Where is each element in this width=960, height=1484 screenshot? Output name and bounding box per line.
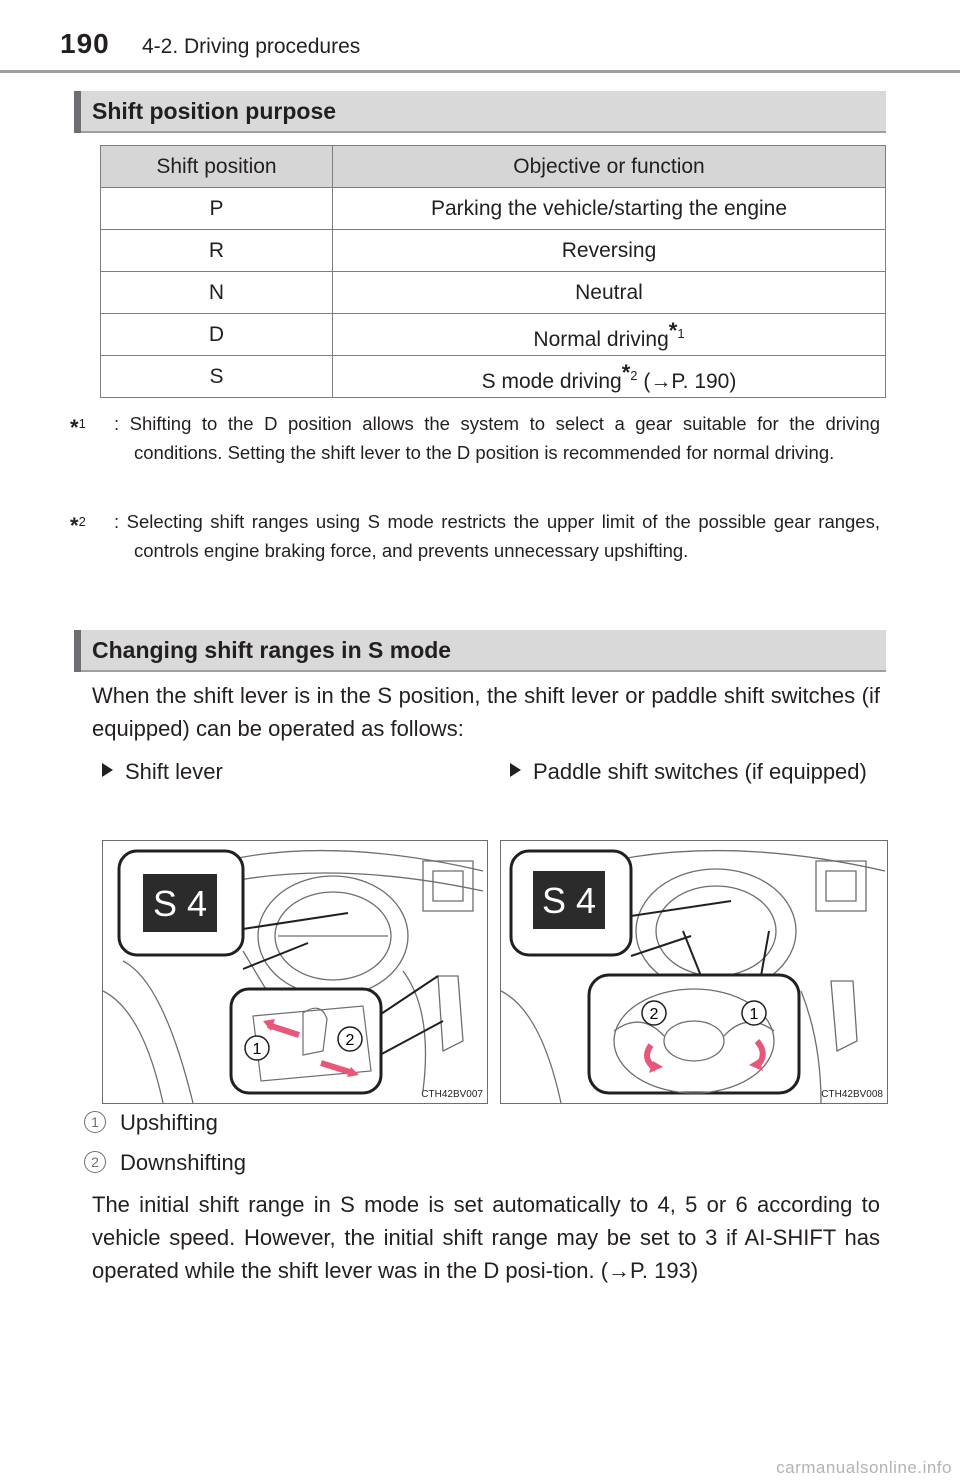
shift-position-cell: N xyxy=(101,272,333,314)
table-header-cell: Shift position xyxy=(101,146,333,188)
callout-1: 1 xyxy=(749,1006,759,1023)
footnote-number: 2 xyxy=(78,514,86,529)
shift-position-cell: P xyxy=(101,188,333,230)
footnote-2 xyxy=(70,507,880,565)
figure-code: CTH42BV008 xyxy=(821,1089,883,1100)
closing-paragraph xyxy=(92,1188,880,1287)
page-reference-link[interactable]: P. 193) xyxy=(630,1258,699,1283)
function-cell xyxy=(333,314,886,356)
page-reference-link[interactable]: P. 190) xyxy=(671,369,737,393)
function-cell: Reversing xyxy=(333,230,886,272)
display-readout: S 4 xyxy=(541,880,597,921)
intro-paragraph: When the shift lever is in the S position, the shift lever or paddle shift switches (if equipped) can be operated as follows: xyxy=(92,683,880,741)
step-downshifting xyxy=(84,1148,246,1178)
banner-accent xyxy=(74,630,81,672)
closing-text: The initial shift range in S mode is set automatically to 4, 5 or 6 according to vehicle speed. However, the initial shift range may be set to 3 if AI-SHIFT has operated while the shift lever was in the D posi-tion. ( xyxy=(92,1192,880,1283)
triangle-bullet-icon xyxy=(102,763,113,777)
arrow-right-icon: → xyxy=(650,369,672,393)
footnote-number: 2 xyxy=(630,367,638,383)
table-header-row xyxy=(101,146,886,188)
figure-code: CTH42BV007 xyxy=(421,1089,483,1100)
shift-position-cell: D xyxy=(101,314,333,356)
callout-2: 2 xyxy=(345,1032,355,1049)
table-row xyxy=(101,314,886,356)
footnote-1 xyxy=(70,409,880,467)
shift-position-table xyxy=(100,145,886,398)
table-row xyxy=(101,356,886,398)
section-banner-shift-position xyxy=(74,91,886,133)
callout-2: 2 xyxy=(649,1006,659,1023)
step-label: Downshifting xyxy=(120,1150,246,1175)
shift-position-cell: R xyxy=(101,230,333,272)
subheading-shift-lever xyxy=(102,755,462,788)
page-header xyxy=(0,0,960,78)
function-cell xyxy=(333,356,886,398)
function-text: Normal driving xyxy=(533,327,669,351)
footnote-number: 1 xyxy=(78,416,86,431)
paddle-shift-illustration xyxy=(501,841,887,1103)
banner-accent xyxy=(74,91,81,133)
subheading-paddle-shift xyxy=(510,755,880,788)
arrow-right-icon: → xyxy=(608,1258,631,1283)
figure-shift-lever xyxy=(102,840,488,1104)
function-cell: Parking the vehicle/starting the engine xyxy=(333,188,886,230)
step-upshifting xyxy=(84,1108,218,1138)
callout-1: 1 xyxy=(252,1041,262,1058)
footnote-ref: *1 xyxy=(668,317,685,343)
footnote-ref: *2 xyxy=(621,359,638,385)
function-cell: Neutral xyxy=(333,272,886,314)
step-number: 2 xyxy=(84,1151,106,1173)
step-number: 1 xyxy=(84,1111,106,1133)
header-rule xyxy=(0,70,960,73)
ref-open: ( xyxy=(637,369,651,393)
table-header-cell: Objective or function xyxy=(333,146,886,188)
watermark: carmanualsonline.info xyxy=(776,1458,952,1477)
banner-title: Shift position purpose xyxy=(92,98,337,124)
banner-title: Changing shift ranges in S mode xyxy=(92,637,452,663)
step-label: Upshifting xyxy=(120,1110,218,1135)
footnote-text: : Selecting shift ranges using S mode restricts the upper limit of the possible gear ranges, controls engine braking force, and prevents unnecessary upshifting. xyxy=(114,511,880,561)
table-row xyxy=(101,188,886,230)
subheading-text: Paddle shift switches (if equipped) xyxy=(533,759,867,784)
table-row xyxy=(101,230,886,272)
display-readout: S 4 xyxy=(152,883,208,924)
footnote-marker: *$^2$ xyxy=(70,513,86,539)
section-banner-s-mode xyxy=(74,630,886,672)
shift-position-cell: S xyxy=(101,356,333,398)
footnote-marker: *$^1$ xyxy=(70,415,86,441)
footnote-text: : Shifting to the D position allows the system to select a gear suitable for the driving conditions. Setting the shift lever to the D position is recommended for normal driving. xyxy=(114,413,880,463)
shift-lever-illustration xyxy=(103,841,487,1103)
page-number: 190 xyxy=(60,28,110,59)
table-row xyxy=(101,272,886,314)
footnote-number: 1 xyxy=(677,325,685,341)
function-text: S mode driving xyxy=(481,369,622,393)
subheading-text: Shift lever xyxy=(125,759,223,784)
figure-paddle-shift xyxy=(500,840,888,1104)
triangle-bullet-icon xyxy=(510,763,521,777)
section-heading: 4-2. Driving procedures xyxy=(142,35,361,58)
